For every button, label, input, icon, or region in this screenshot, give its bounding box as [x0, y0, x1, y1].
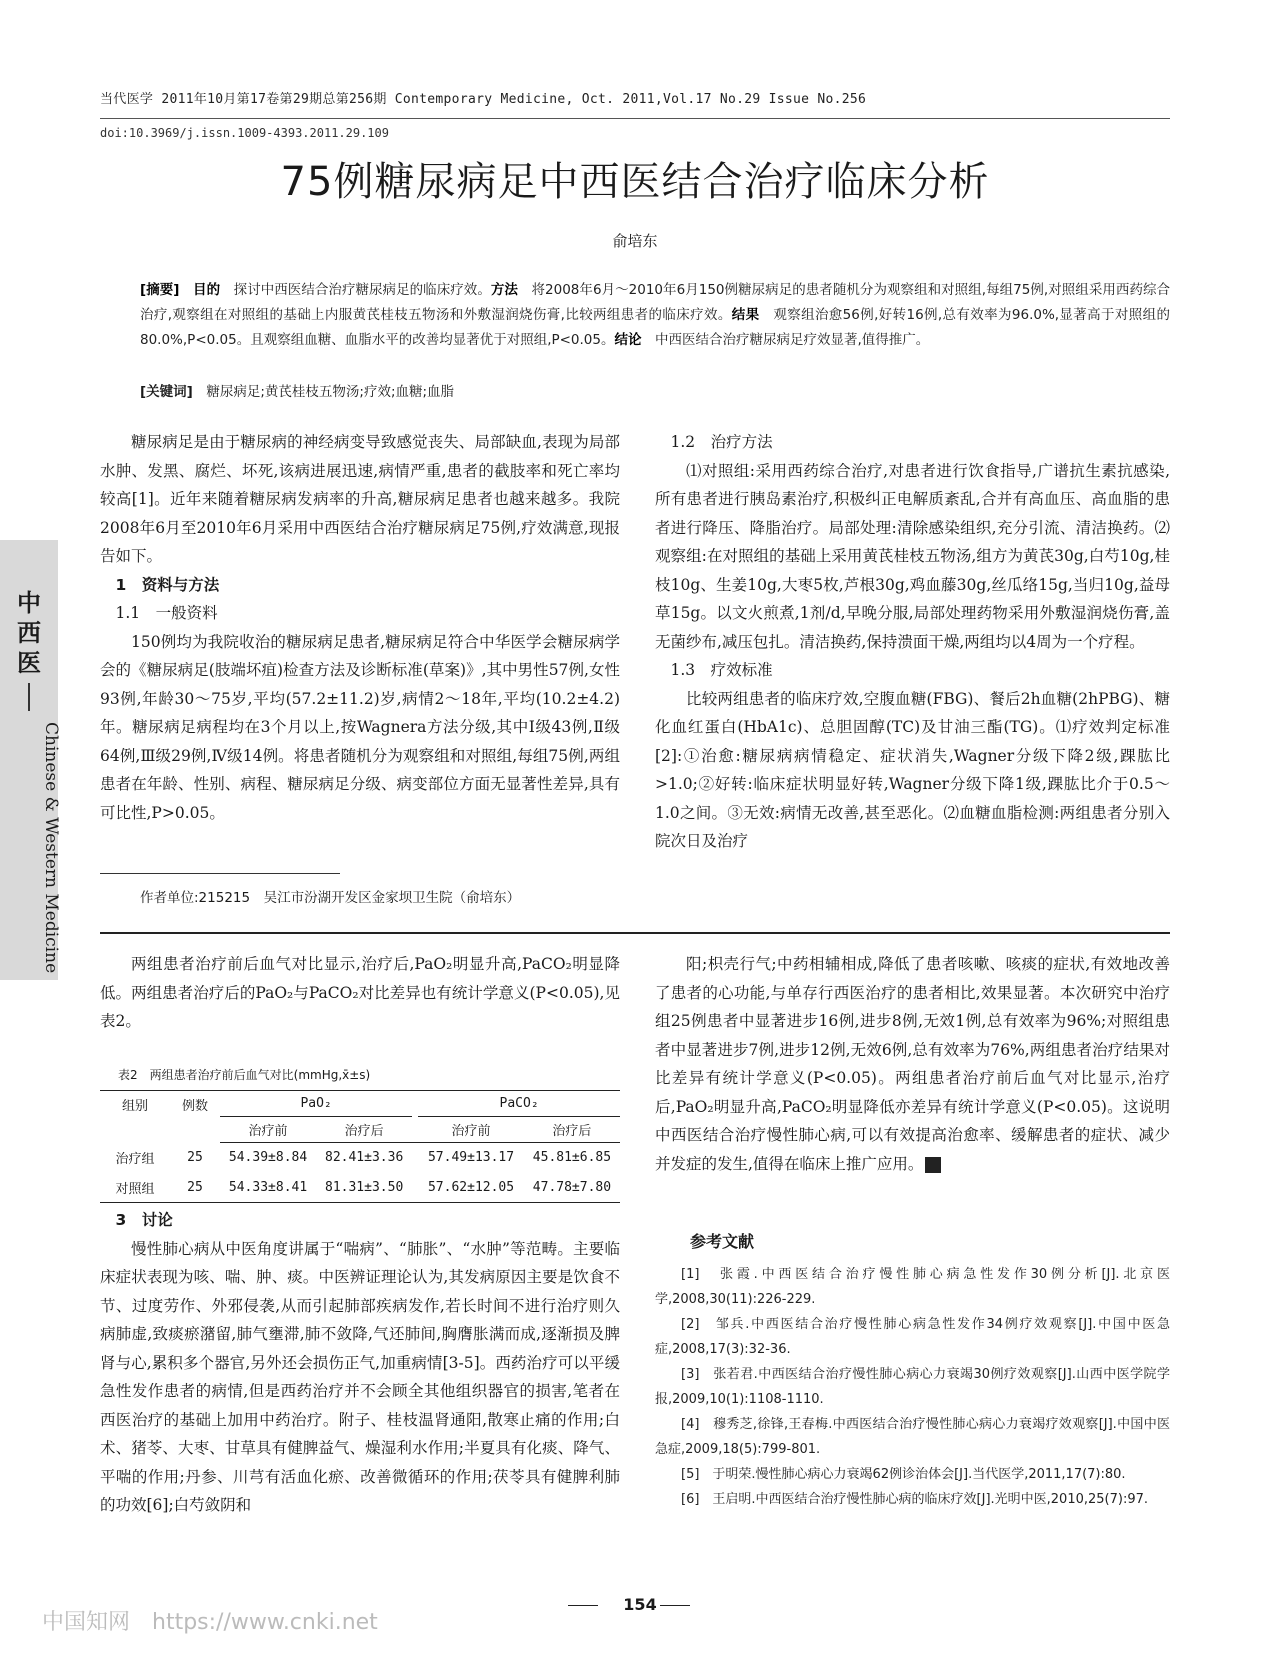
- intro-paragraph: 糖尿病足是由于糖尿病的神经病变导致感觉丧失、局部缺血,表现为局部水肿、发黑、腐烂、坏死,该病进展迅速,病情严重,患者的截肢率和死亡率均较高[1]。近年来随着糖尿病发病率的升高,糖尿病足患者也越来越多。我院2008年6月至2010年6月采用中西医结合治疗糖尿病足75例,疗效满意,现报告如下。: [100, 433, 620, 565]
- article-title: 75例糖尿病足中西医结合治疗临床分析: [280, 159, 990, 205]
- sidebar-en-label: Chinese & Western Medicine: [41, 722, 61, 974]
- result-label: 结果: [731, 307, 760, 323]
- purpose-label: 目的: [193, 282, 221, 298]
- keywords: [140, 380, 1170, 400]
- discussion-paragraph: 慢性肺心病从中医角度讲属于“喘病”、“肺胀”、“水肿”等范畴。主要临床症状表现为咳、喘、肿、痰。中医辨证理论认为,其发病原因主要是饮食不节、过度劳作、外邪侵袭,从而引起肺部疾病发作,若长时间不进行治疗则久病肺虚,致痰瘀潴留,肺气壅滞,肺不敛降,气还肺间,胸膺胀满而成,逐渐损及脾肾与心,累积多个器官,另外还会损伤正气,加重病情[3-5]。西药治疗可以平缓急性发作患者的病情,但是西药治疗并不会顾全其他组织器官的损害,笔者在西医治疗的基础上加用中药治疗。附子、桂枝温肾通阳,散寒止痛的作用;白术、猪苓、大枣、甘草具有健脾益气、燥湿利水作用;半夏具有化痰、降气、平喘的作用;丹参、川芎有活血化瘀、改善微循环的作用;茯苓具有健脾利肺的功效[6];白芍敛阴和: [100, 1239, 620, 1514]
- keywords-label: [关键词]: [140, 384, 193, 400]
- cell-group: 治疗组: [115, 1152, 155, 1167]
- cell-paco2-after: 45.81±6.85: [532, 1150, 612, 1166]
- author: 俞培东: [612, 232, 658, 250]
- right-column-bottom: [655, 950, 1170, 1178]
- purpose-text: 探讨中西医结合治疗糖尿病足的临床疗效。: [233, 282, 491, 298]
- table-row: [100, 1143, 620, 1173]
- reference-item: [1] 张霞.中西医结合治疗慢性肺心病急性发作30例分析[J].北京医学,2008,30(11):226-229.: [655, 1267, 1170, 1307]
- left-column-bottom: [100, 1206, 620, 1520]
- th-paco2: PaCO₂: [418, 1091, 620, 1117]
- th-pao2-before: 治疗前: [220, 1117, 316, 1143]
- reference-item: [4] 穆秀芝,徐锋,王春梅.中西医结合治疗慢性肺心病心力衰竭疗效观察[J].中国中医急症,2009,18(5):799-801.: [655, 1417, 1171, 1457]
- conclusion-label: 结论: [614, 332, 642, 348]
- cell-paco2-before: 57.62±12.05: [418, 1173, 524, 1203]
- cell-pao2-after: 82.41±3.36: [325, 1150, 404, 1166]
- author-affiliation: 作者单位:215215 吴江市汾湖开发区金家坝卫生院（俞培东）: [140, 890, 521, 906]
- references-title: 参考文献: [690, 1232, 755, 1251]
- method-text: 将2008年6月～2010年6月150例糖尿病足的患者随机分为观察组和对照组,每组75例,对照组采用西药综合治疗,观察组在对照组的基础上内服黄芪桂枝五物汤和外敷湿润烧伤膏,比较两组患者的临床疗效。: [140, 282, 1171, 323]
- conclusion-text: 中西医结合治疗糖尿病足疗效显著,值得推广。: [655, 332, 930, 348]
- th-n: 例数: [170, 1091, 220, 1143]
- sidebar-divider: [28, 683, 30, 711]
- doi: doi:10.3969/j.issn.1009-4393.2011.29.109: [100, 126, 389, 140]
- section-heading-1-2: 1.2 治疗方法: [670, 433, 773, 451]
- section-heading-1: 1 资料与方法: [115, 575, 220, 594]
- header-rule: [100, 118, 1170, 119]
- left-column-top: [100, 428, 620, 827]
- table-2: [100, 1090, 620, 1203]
- paragraph-1-3: 比较两组患者的临床疗效,空腹血糖(FBG)、餐后2h血糖(2hPBG)、糖化血红蛋白(HbA1c)、总胆固醇(TC)及甘油三酯(TG)。⑴疗效判定标准[2]:①治愈:糖尿病病情稳定、症状消失,Wagner分级下降2级,踝肱比>1.0;②好转:临床症状明显好转,Wagner分级下降1级,踝肱比介于0.5～1.0之间。③无效:病情无改善,甚至恶化。⑵血糖血脂检测:两组患者分别入院次日及治疗: [655, 689, 1170, 850]
- th-paco2-before: 治疗前: [418, 1117, 524, 1143]
- sidebar-cn-label: 中西医: [17, 589, 41, 677]
- th-group: 组别: [100, 1091, 170, 1143]
- cell-n: 25: [170, 1173, 220, 1203]
- th-pao2-after: 治疗后: [316, 1117, 412, 1143]
- paragraph-1-1: 150例均为我院收治的糖尿病足患者,糖尿病足符合中华医学会糖尿病学会的《糖尿病足(肢端坏疽)检查方法及诊断标准(草案)》,其中男性57例,女性93例,年龄30～75岁,平均(57.2±11.2)岁,病情2～18年,平均(10.2±4.2)年。糖尿病足病程均在3个月以上,按Wagnera方法分级,其中Ⅰ级43例,Ⅱ级64例,Ⅲ级29例,Ⅳ级14例。将患者随机分为观察组和对照组,每组75例,两组患者在年龄、性别、病程、糖尿病足分级、病变部位方面无显著性差异,具有可比性,P>0.05。: [100, 632, 620, 822]
- abstract: [140, 278, 1170, 353]
- section-heading-1-3: 1.3 疗效标准: [670, 661, 773, 679]
- end-mark-icon: [925, 1157, 941, 1173]
- cnki-watermark: 中国知网 https://www.cnki.net: [42, 1610, 378, 1635]
- bloodgas-paragraph: 两组患者治疗前后血气对比显示,治疗后,PaO₂明显升高,PaCO₂明显降低。两组患者治疗后的PaO₂与PaCO₂对比差异也有统计学意义(P<0.05),见表2。: [100, 955, 620, 1030]
- cell-n: 25: [187, 1150, 203, 1165]
- reference-item: [3] 张若君.中西医结合治疗慢性肺心病心力衰竭30例疗效观察[J].山西中医学院学报,2009,10(1):1108-1110.: [655, 1367, 1170, 1407]
- footnote-rule: [100, 873, 340, 874]
- paragraph-1-2: ⑴对照组:采用西药综合治疗,对患者进行饮食指导,广谱抗生素抗感染,所有患者进行胰岛素治疗,积极纠正电解质紊乱,合并有高血压、高血脂的患者进行降压、降脂治疗。局部处理:清除感染组织,充分引流、清洁换药。⑵观察组:在对照组的基础上采用黄芪桂枝五物汤,组方为黄芪30g,白芍10g,桂枝10g、生姜10g,大枣5枚,芦根30g,鸡血藤30g,丝瓜络15g,当归10g,益母草15g。以文火煎煮,1剂/d,早晚分服,局部处理药物采用外敷湿润烧伤膏,盖无菌纱布,减压包扎。清洁换药,保持溃面干燥,两组均以4周为一个疗程。: [655, 461, 1170, 651]
- cell-pao2-after: 81.31±3.50: [316, 1173, 412, 1203]
- cell-paco2-after: 47.78±7.80: [524, 1173, 620, 1203]
- table-row: [100, 1173, 620, 1203]
- reference-item: [5] 于明荣.慢性肺心病心力衰竭62例诊治体会[J].当代医学,2011,17(7):80.: [681, 1467, 1126, 1482]
- abstract-label: [摘要]: [140, 282, 180, 298]
- method-label: 方法: [490, 282, 518, 298]
- th-paco2-after: 治疗后: [524, 1117, 620, 1143]
- section-heading-1-1: 1.1 一般资料: [115, 604, 218, 622]
- page-number-rule-right: [660, 1605, 690, 1606]
- reference-item: [6] 王启明.中西医结合治疗慢性肺心病的临床疗效[J].光明中医,2010,25(7):97.: [681, 1492, 1149, 1507]
- journal-header: 当代医学 2011年10月第17卷第29期总第256期 Contemporary Medicine, Oct. 2011,Vol.17 No.29 Issue No.256: [100, 92, 867, 107]
- right-column-top: [655, 428, 1170, 856]
- result-text: 观察组治愈56例,好转16例,总有效率为96.0%,显著高于对照组的80.0%,P<0.05。且观察组血糖、血脂水平的改善均显著优于对照组,P<0.05。: [140, 307, 1170, 348]
- table-2-caption: 表2 两组患者治疗前后血气对比(mmHg,x̄±s): [118, 1068, 371, 1082]
- keywords-text: 糖尿病足;黄芪桂枝五物汤;疗效;血糖;血脂: [206, 384, 455, 400]
- cell-pao2-before: 54.33±8.41: [220, 1173, 316, 1203]
- cell-pao2-before: 54.39±8.84: [228, 1150, 308, 1166]
- reference-item: [2] 邹兵.中西医结合治疗慢性肺心病急性发作34例疗效观察[J].中国中医急症,2008,17(3):32-36.: [655, 1317, 1170, 1357]
- section-heading-3: 3 讨论: [115, 1211, 173, 1229]
- cell-paco2-before: 57.49±13.17: [427, 1150, 515, 1166]
- references-list: [655, 1262, 1170, 1512]
- article-break-rule: [100, 932, 1170, 934]
- discussion-continued: 阳;枳壳行气;中药相辅相成,降低了患者咳嗽、咳痰的症状,有效地改善了患者的心功能,与单存行西医治疗的患者相比,效果显著。本次研究中治疗组25例患者中显著进步16例,进步8例,无效1例,总有效率为96%;对照组患者中显著进步7例,进步12例,无效6例,总有效率为76%,两组患者治疗结果对比差异有统计学意义(P<0.05)。两组患者治疗前后血气对比显示,治疗后,PaO₂明显升高,PaCO₂明显降低亦差异有统计学意义(P<0.05)。这说明中西医结合治疗慢性肺心病,可以有效提高治愈率、缓解患者的症状、减少并发症的发生,值得在临床上推广应用。: [655, 955, 1170, 1173]
- th-pao2: PaO₂: [220, 1091, 412, 1117]
- left-column-bottom-intro: [100, 950, 620, 1036]
- cell-group: 对照组: [100, 1173, 170, 1203]
- page-number: 154: [623, 1595, 657, 1614]
